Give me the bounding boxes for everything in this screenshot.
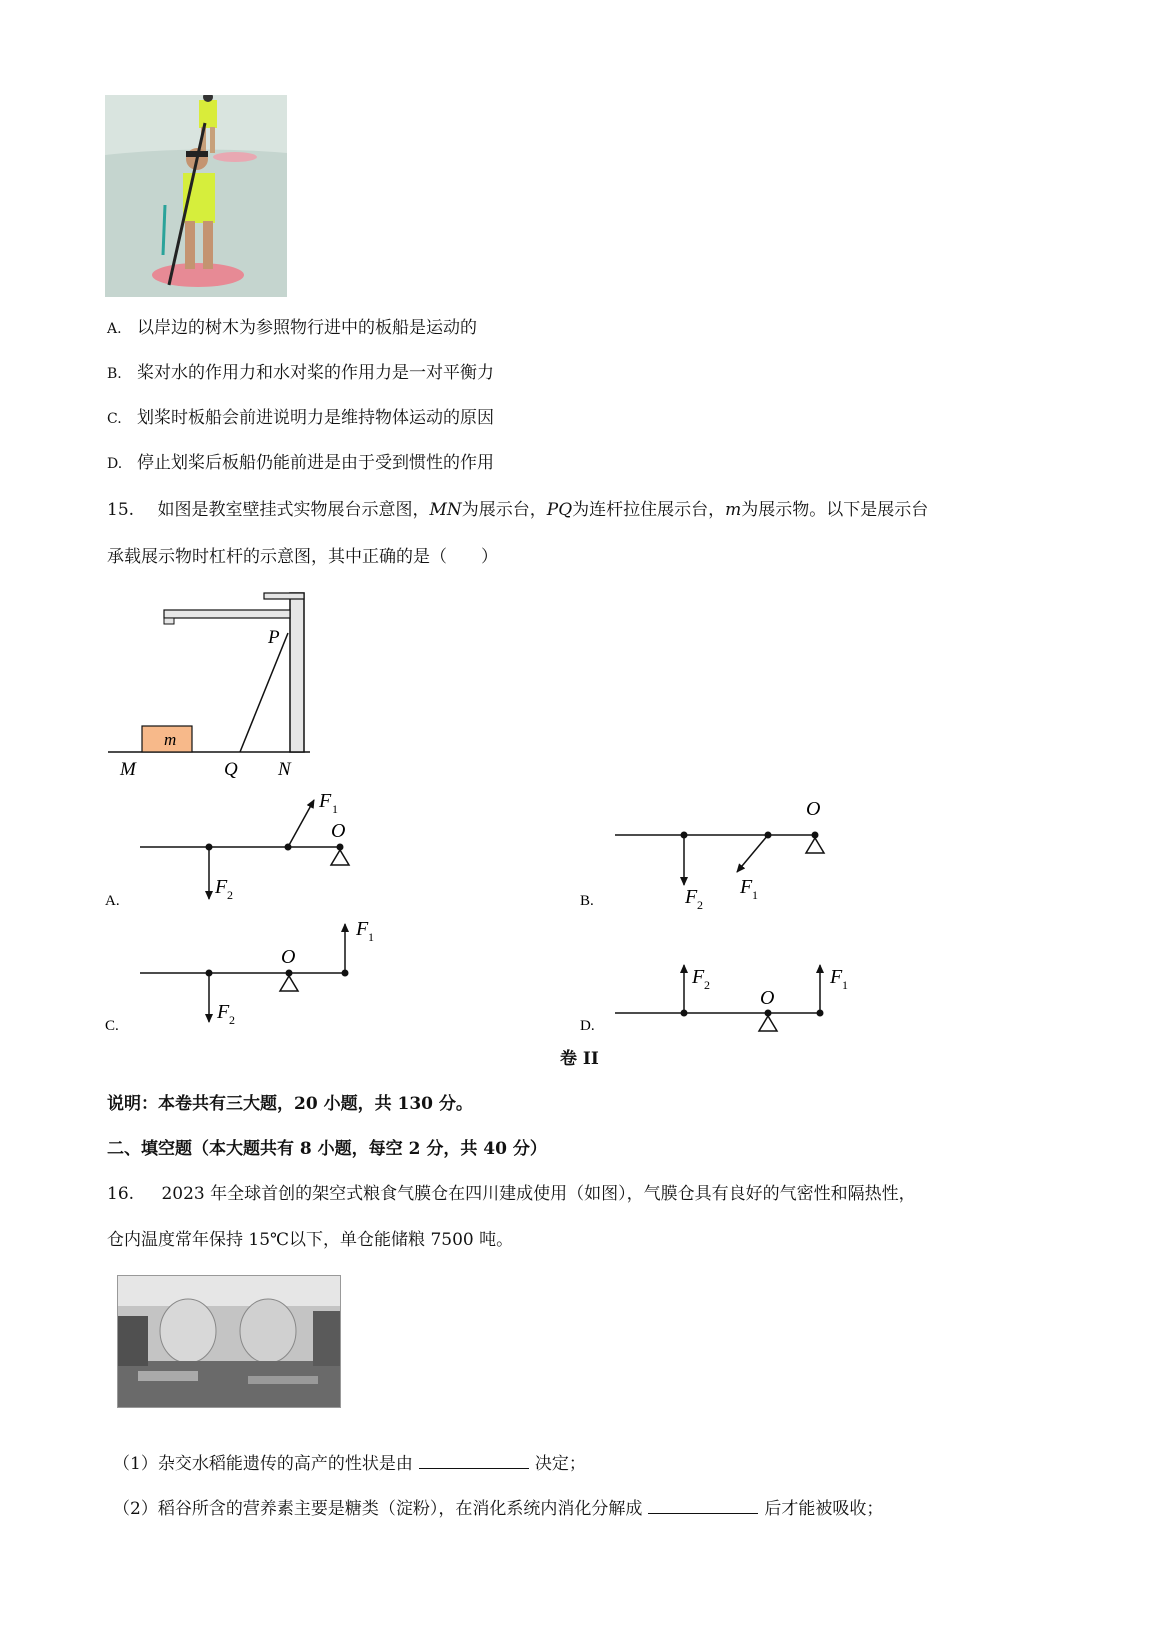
lever-diagram-d <box>580 910 860 1035</box>
lever-diagram-b <box>580 785 860 910</box>
label-f2-sub: 2 <box>227 888 233 902</box>
paddle-board-photo <box>105 95 287 297</box>
sub-question-text: 决定； <box>534 1454 586 1474</box>
option-a <box>107 316 477 341</box>
label-f1-sub: 1 <box>332 802 338 816</box>
label-o: O <box>281 946 296 968</box>
sub-question-text: （2）稻谷所含的营养素主要是糖类（淀粉），在消化系统内消化分解成 <box>113 1499 643 1519</box>
label-n: N <box>278 759 291 780</box>
label-f2-sub: 2 <box>704 978 710 992</box>
sub-question-text: 后才能被吸收； <box>764 1499 884 1519</box>
answer-blank[interactable] <box>419 1450 529 1469</box>
stem-text: 如图是教室壁挂式实物展台示意图， <box>157 500 430 520</box>
fulcrum-triangle <box>331 850 349 865</box>
question-number: 16. <box>107 1184 135 1204</box>
option-text: 桨对水的作用力和水对桨的作用力是一对平衡力 <box>137 363 494 383</box>
label-o: O <box>806 798 821 820</box>
stem-text: 为连杆拉住展示台， <box>572 500 726 520</box>
diagram-letter-c: C. <box>105 1018 119 1034</box>
label-q: Q <box>224 759 238 780</box>
label-f1: F <box>356 918 369 940</box>
option-letter: D. <box>107 456 123 472</box>
option-d <box>107 451 494 476</box>
answer-blank[interactable] <box>648 1495 758 1514</box>
section-note: 说明：本卷共有三大题，20 小题，共 130 分。 <box>107 1094 473 1114</box>
q15-stem-line2 <box>107 545 498 569</box>
force-f1-arrow <box>288 800 314 847</box>
question-number: 15. <box>107 500 135 520</box>
stem-text: 为展示物。以下是展示台 <box>741 500 929 520</box>
part-title: 二、填空题（本大题共有 8 小题，每空 2 分，共 40 分） <box>107 1139 547 1159</box>
stem-var-m: m <box>725 500 742 520</box>
q16-sub2 <box>113 1495 883 1521</box>
label-f1-sub: 1 <box>368 930 374 944</box>
label-p: P <box>268 627 280 648</box>
label-f2: F <box>217 1001 230 1023</box>
option-text: 以岸边的树木为参照物行进中的板船是运动的 <box>137 318 477 338</box>
display-stand-figure <box>100 585 330 785</box>
label-o: O <box>760 987 775 1009</box>
label-f2-sub: 2 <box>229 1013 235 1027</box>
label-f2-sub: 2 <box>697 898 703 910</box>
force-f1-arrow <box>737 835 768 872</box>
option-letter: A. <box>107 321 122 337</box>
stem-text: 仓内温度常年保持 15℃以下，单仓能储粮 7500 吨。 <box>107 1230 514 1250</box>
label-f2: F <box>215 876 228 898</box>
sub-question-text: （1）杂交水稻能遗传的高产的性状是由 <box>113 1454 413 1474</box>
fulcrum-triangle <box>280 976 298 991</box>
wall-bracket <box>264 593 304 599</box>
label-f1: F <box>830 966 843 988</box>
label-m-point: M <box>120 759 136 780</box>
warehouse-illustration <box>118 1276 340 1407</box>
label-f1: F <box>740 876 753 898</box>
stem-text: 为展示台， <box>461 500 547 520</box>
arm-tip <box>164 618 174 624</box>
option-b <box>107 361 494 386</box>
lever-diagram-a <box>105 785 385 910</box>
pq-rod <box>240 633 288 752</box>
label-f2: F <box>692 966 705 988</box>
top-arm <box>164 610 290 618</box>
stem-text: 承载展示物时杠杆的示意图，其中正确的是（ ） <box>107 547 498 567</box>
option-c <box>107 406 494 431</box>
option-letter: C. <box>107 411 122 427</box>
stem-var-mn: MN <box>429 500 462 520</box>
label-f1-sub: 1 <box>752 888 758 902</box>
fulcrum-triangle <box>806 838 824 853</box>
label-f1-sub: 1 <box>842 978 848 992</box>
fulcrum-triangle <box>759 1016 777 1031</box>
option-text: 停止划桨后板船仍能前进是由于受到惯性的作用 <box>137 453 494 473</box>
option-letter: B. <box>107 366 122 382</box>
label-f2: F <box>685 886 698 908</box>
label-m: m <box>164 730 177 749</box>
q16-line1 <box>107 1182 916 1206</box>
air-membrane-warehouse-photo <box>117 1275 341 1408</box>
label-o: O <box>331 820 346 842</box>
diagram-letter-b: B. <box>580 893 594 909</box>
section-title: 卷 II <box>560 1049 599 1069</box>
stem-text: 2023 年全球首创的架空式粮食气膜仓在四川建成使用（如图），气膜仓具有良好的气密性和隔热性， <box>161 1184 916 1204</box>
diagram-letter-d: D. <box>580 1018 595 1034</box>
lever-diagram-c <box>105 910 385 1035</box>
stem-var-pq: PQ <box>546 500 573 520</box>
q15-stem-line1 <box>107 498 928 522</box>
wall-post <box>290 593 304 752</box>
paddle-board-illustration <box>105 95 287 297</box>
option-text: 划桨时板船会前进说明力是维持物体运动的原因 <box>137 408 494 428</box>
label-f1: F <box>319 790 332 812</box>
q16-sub1 <box>113 1450 586 1476</box>
diagram-letter-a: A. <box>105 893 120 909</box>
q16-line2 <box>107 1228 513 1252</box>
